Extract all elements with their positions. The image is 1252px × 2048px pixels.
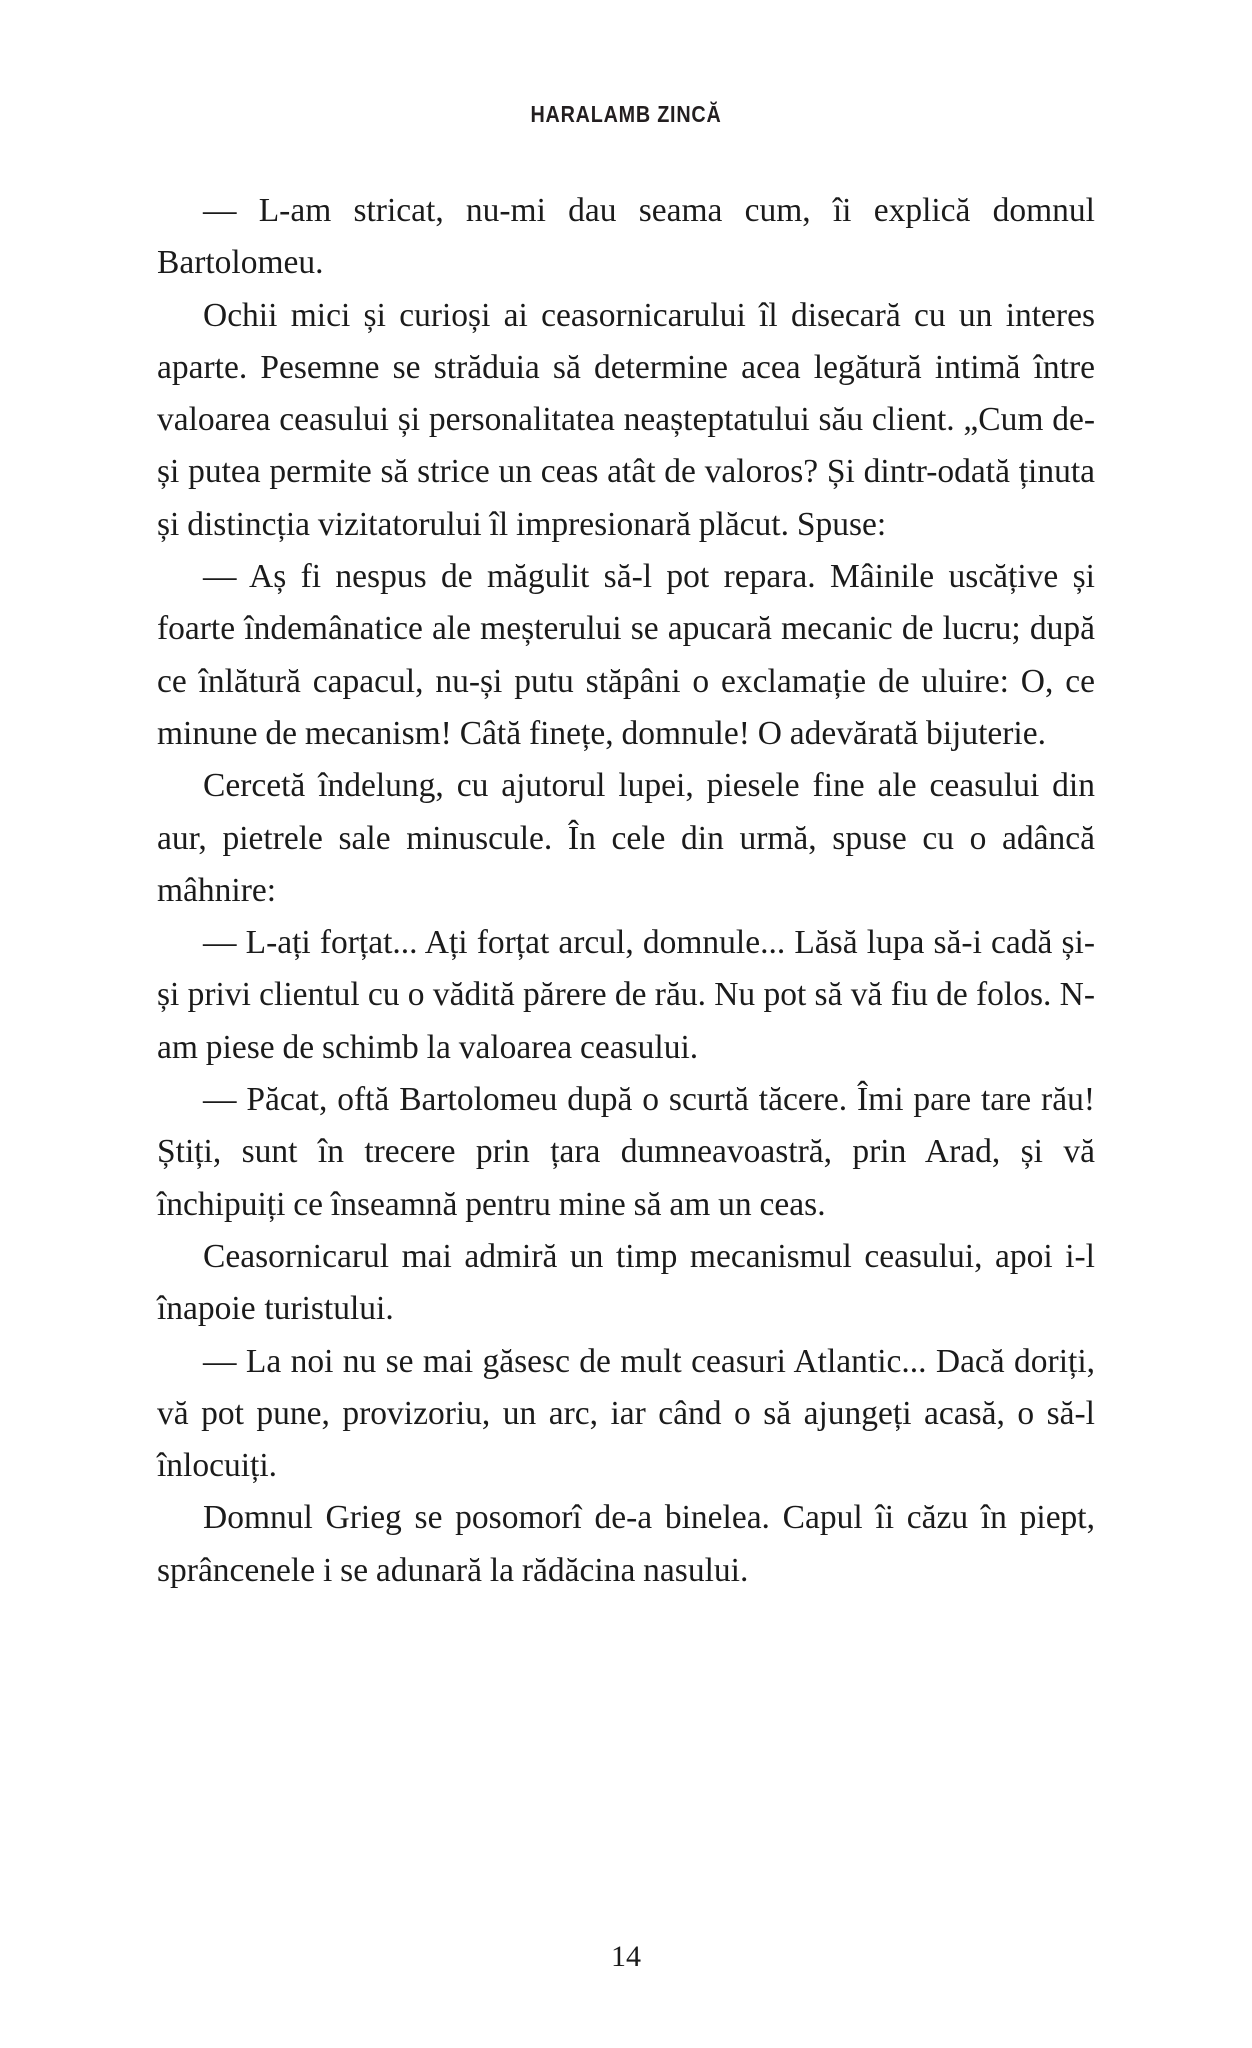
paragraph: — L-ați forțat... Ați forțat arcul, domnule... Lăsă lupa să-i cadă și-și privi clientul cu o vădită părere de rău. Nu pot să vă fiu de folos. N-am piese de schimb la valoarea ceasului.	[157, 924, 1095, 1066]
paragraph: — L-am stricat, nu-mi dau seama cum, îi explică domnul Bartolomeu.	[157, 192, 1095, 282]
body-text	[157, 185, 1095, 1597]
paragraph: Domnul Grieg se posomorî de-a binelea. Capul îi căzu în piept, sprâncenele i se adunară la rădăcina nasului.	[157, 1499, 1095, 1589]
paragraph: — Păcat, oftă Bartolomeu după o scurtă tăcere. Îmi pare tare rău! Știți, sunt în trecere prin țara dumneavoastră, prin Arad, și vă închipuiți ce înseamnă pentru mine să am un ceas.	[157, 1081, 1095, 1223]
paragraph: Cercetă îndelung, cu ajutorul lupei, piesele fine ale ceasului din aur, pietrele sale minuscule. În cele din urmă, spuse cu o adâncă mâhnire:	[157, 767, 1095, 909]
paragraph: — Aș fi nespus de măgulit să-l pot repara. Mâinile uscățive și foarte îndemânatice ale meșterului se apucară mecanic de lucru; după ce înlătură capacul, nu-și putu stăpâni o exclamație de uluire: O, ce minune de mecanism! Câtă finețe, domnule! O adevărată bijuterie.	[157, 558, 1095, 752]
paragraph: Ochii mici și curioși ai ceasornicarului îl disecară cu un interes aparte. Pesemne se străduia să determine acea legătură intimă între valoarea ceasului și personalitatea neașteptatului său client. „Cum de-și putea permite să strice un ceas atât de valoros? Și dintr-odată ținuta și distincția vizitatorului îl impresionară plăcut. Spuse:	[157, 296, 1095, 543]
paragraph: — La noi nu se mai găsesc de mult ceasuri Atlantic... Dacă doriți, vă pot pune, provizoriu, un arc, iar când o să ajungeți acasă, o să-l înlocuiți.	[157, 1342, 1095, 1485]
page-number: 14	[611, 1940, 641, 1973]
running-head: HARALAMB ZINCĂ	[530, 101, 722, 127]
paragraph: Ceasornicarul mai admiră un timp mecanismul ceasului, apoi i-l înapoie turistului.	[157, 1237, 1095, 1328]
